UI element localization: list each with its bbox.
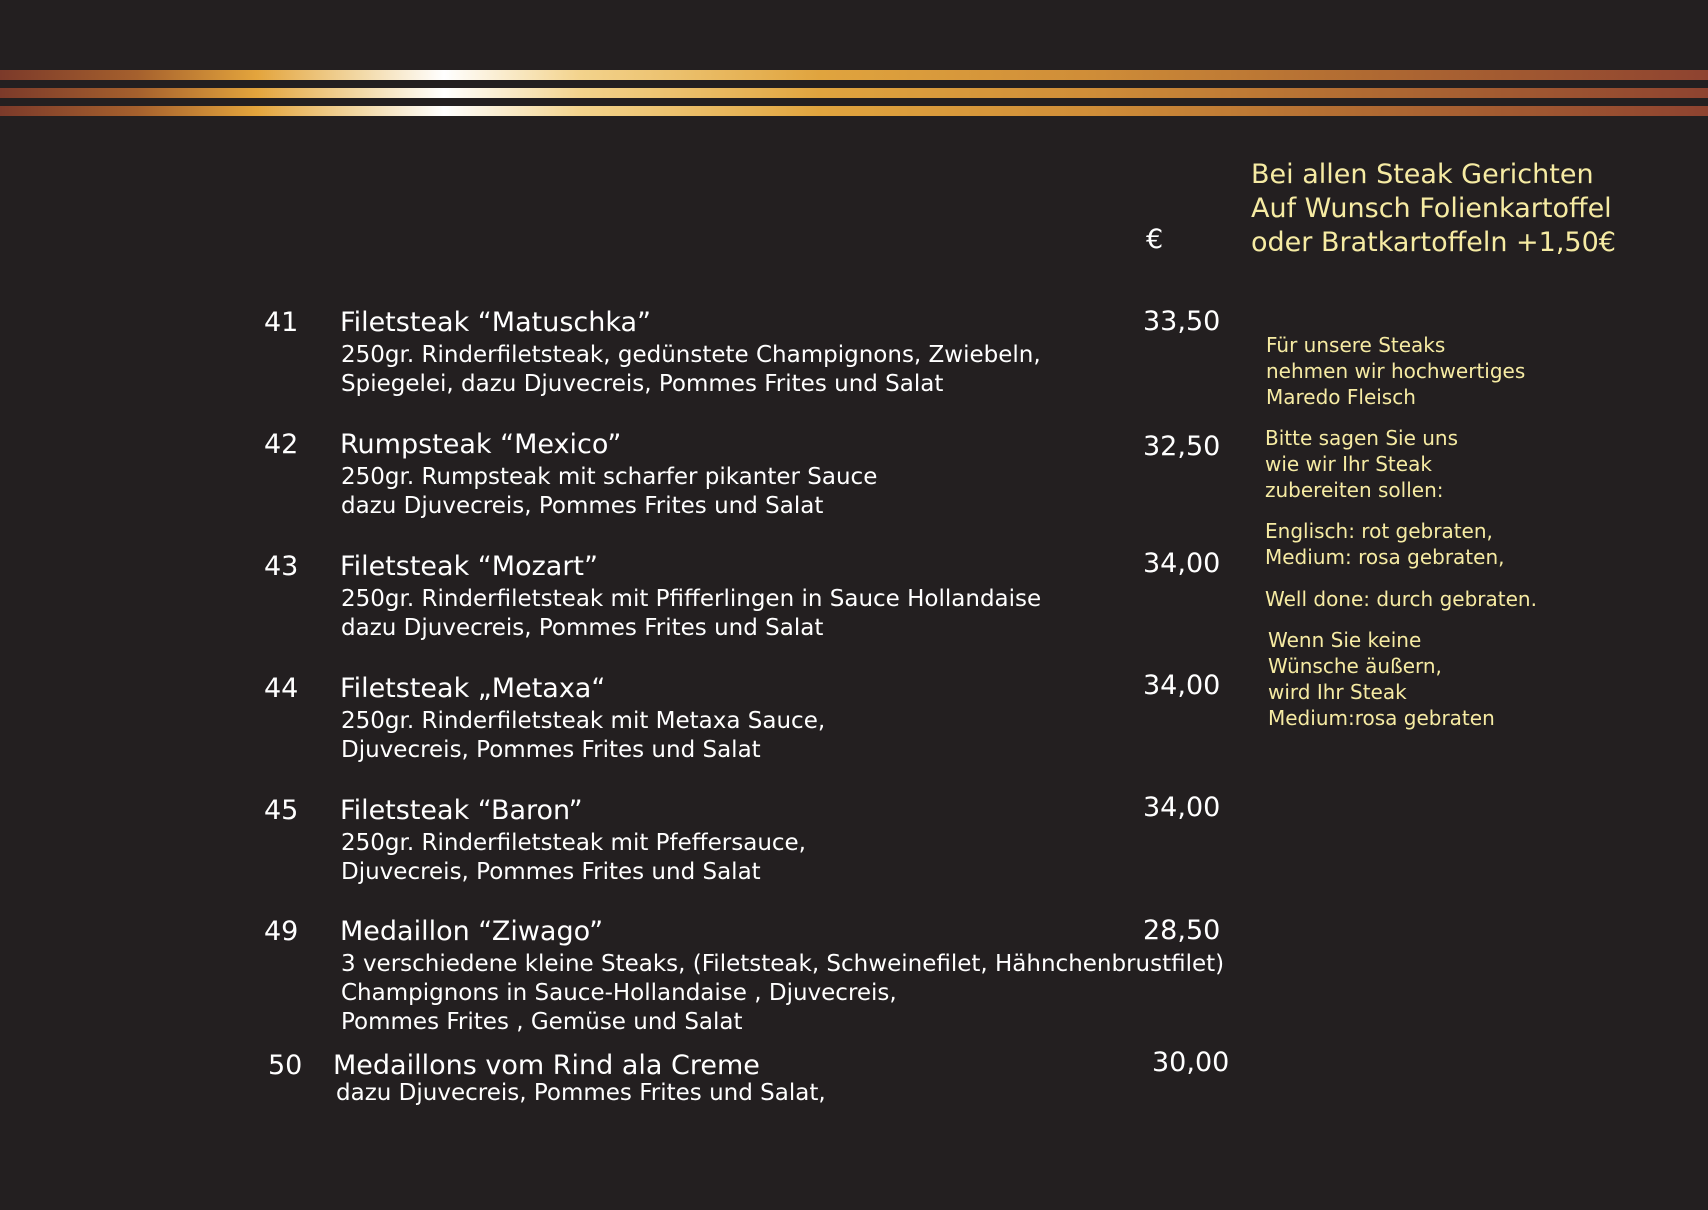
item-description xyxy=(341,950,1224,1037)
item-description-line: dazu Djuvecreis, Pommes Frites und Salat xyxy=(341,493,824,519)
item-number: 45 xyxy=(264,795,299,826)
note-default-doneness xyxy=(1268,627,1495,731)
note-line: Englisch: rot gebraten, xyxy=(1265,519,1493,543)
item-price: 32,50 xyxy=(1143,431,1221,462)
item-name: Filetsteak “Matuschka” xyxy=(340,307,652,338)
item-description xyxy=(341,585,1041,643)
item-description xyxy=(341,463,877,521)
item-number: 42 xyxy=(264,429,299,460)
decorative-stripe-middle xyxy=(0,88,1708,98)
note-line: wird Ihr Steak xyxy=(1268,680,1407,704)
item-number: 44 xyxy=(264,673,299,704)
note-line: Bitte sagen Sie uns xyxy=(1265,426,1459,450)
item-number: 43 xyxy=(264,551,299,582)
item-description-line: 250gr. Rinderfiletsteak mit Metaxa Sauce, xyxy=(341,708,826,734)
item-description-line: dazu Djuvecreis, Pommes Frites und Salat xyxy=(341,615,824,641)
item-number: 50 xyxy=(268,1050,303,1081)
item-description-line: 250gr. Rinderfiletsteak mit Pfeffersauce, xyxy=(341,830,806,856)
item-name: Filetsteak “Mozart” xyxy=(340,551,598,582)
side-heading-line: oder Bratkartoffeln +1,50€ xyxy=(1251,227,1616,258)
item-name: Medaillon “Ziwago” xyxy=(340,916,604,947)
item-price: 34,00 xyxy=(1143,792,1221,823)
item-description-line: 250gr. Rumpsteak mit scharfer pikanter Sauce xyxy=(341,464,878,490)
item-name: Rumpsteak “Mexico” xyxy=(340,429,622,460)
item-description-line: Spiegelei, dazu Djuvecreis, Pommes Frites und Salat xyxy=(341,371,944,397)
item-description-line: Champignons in Sauce-Hollandaise , Djuvecreis, xyxy=(341,980,897,1006)
item-name: Medaillons vom Rind ala Creme xyxy=(333,1050,760,1081)
item-description-line: 250gr. Rinderfiletsteak, gedünstete Champignons, Zwiebeln, xyxy=(341,342,1041,368)
item-price: 34,00 xyxy=(1143,548,1221,579)
note-line: Well done: durch gebraten. xyxy=(1265,587,1537,611)
note-line: Maredo Fleisch xyxy=(1266,385,1416,409)
note-line: Wenn Sie keine xyxy=(1268,628,1422,652)
note-line: zubereiten sollen: xyxy=(1265,478,1444,502)
currency-symbol: € xyxy=(1146,224,1164,255)
note-line: Medium:rosa gebraten xyxy=(1268,706,1495,730)
item-description-line: Djuvecreis, Pommes Frites und Salat xyxy=(341,859,761,885)
item-name: Filetsteak „Metaxa“ xyxy=(340,673,606,704)
note-meat-quality xyxy=(1266,332,1525,410)
item-number: 49 xyxy=(264,916,299,947)
item-description xyxy=(341,829,806,887)
decorative-stripe-bottom xyxy=(0,106,1708,116)
item-description xyxy=(336,1079,826,1108)
note-well-done xyxy=(1265,586,1537,612)
item-description xyxy=(341,707,825,765)
item-description-line: 250gr. Rinderfiletsteak mit Pfifferlingen in Sauce Hollandaise xyxy=(341,586,1042,612)
item-number: 41 xyxy=(264,307,299,338)
note-doneness-levels xyxy=(1265,518,1504,570)
decorative-stripe-top xyxy=(0,70,1708,80)
item-description-line: Pommes Frites , Gemüse und Salat xyxy=(341,1009,743,1035)
item-description-line: dazu Djuvecreis, Pommes Frites und Salat, xyxy=(336,1080,826,1106)
note-line: Wünsche äußern, xyxy=(1268,654,1442,678)
item-price: 28,50 xyxy=(1143,915,1221,946)
item-price: 33,50 xyxy=(1143,306,1221,337)
item-description-line: Djuvecreis, Pommes Frites und Salat xyxy=(341,737,761,763)
note-cooking-request xyxy=(1265,425,1458,503)
note-line: wie wir Ihr Steak xyxy=(1265,452,1432,476)
item-description-line: 3 verschiedene kleine Steaks, (Filetsteak, Schweinefilet, Hähnchenbrustfilet) xyxy=(341,951,1225,977)
note-line: Medium: rosa gebraten, xyxy=(1265,545,1505,569)
note-line: Für unsere Steaks xyxy=(1266,333,1446,357)
item-name: Filetsteak “Baron” xyxy=(340,795,583,826)
note-line: nehmen wir hochwertiges xyxy=(1266,359,1526,383)
side-heading xyxy=(1251,158,1616,260)
item-description xyxy=(341,341,1041,399)
item-price: 30,00 xyxy=(1152,1047,1230,1078)
item-price: 34,00 xyxy=(1143,670,1221,701)
side-heading-line: Bei allen Steak Gerichten xyxy=(1251,159,1594,190)
side-heading-line: Auf Wunsch Folienkartoffel xyxy=(1251,193,1612,224)
